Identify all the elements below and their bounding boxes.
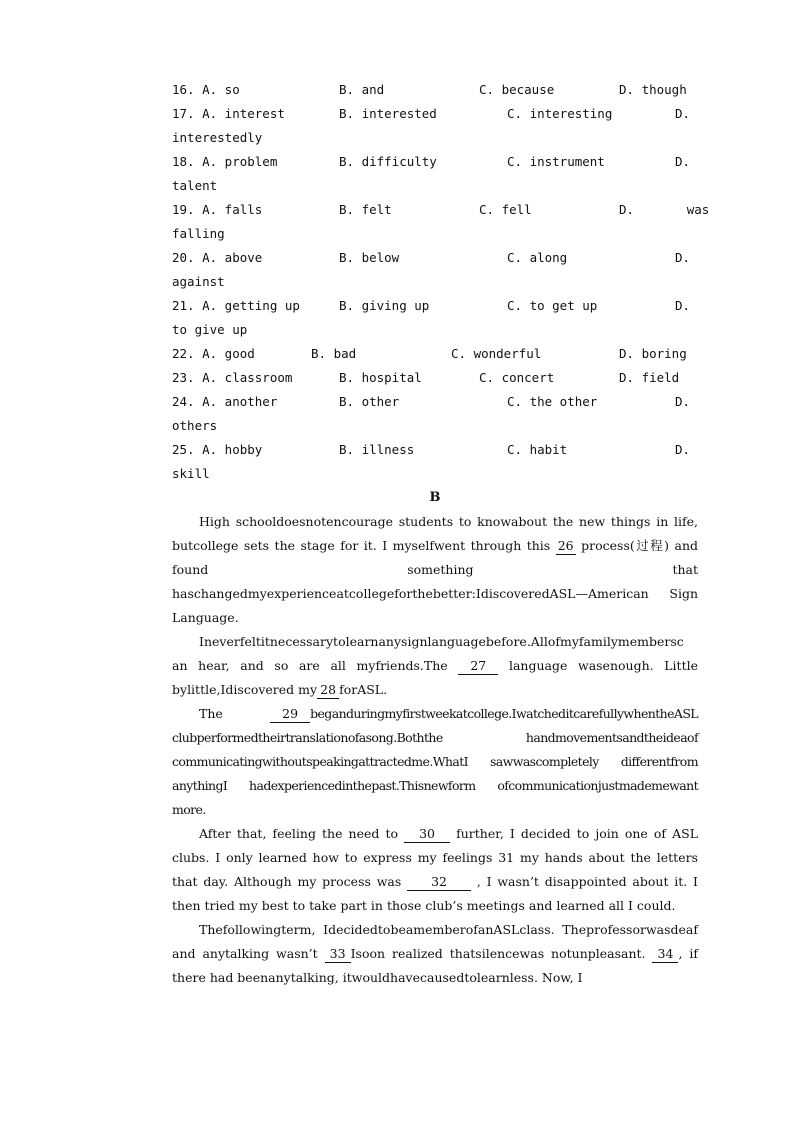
- question-row: [172, 78, 698, 102]
- option-a[interactable]: 25. A. hobby: [172, 442, 263, 457]
- option-c[interactable]: C. to get up: [507, 298, 598, 313]
- option-d-continued: others: [172, 418, 218, 433]
- option-a[interactable]: 21. A. getting up: [172, 298, 300, 313]
- option-d[interactable]: D.: [675, 250, 691, 265]
- option-a[interactable]: 19. A. falls: [172, 202, 263, 217]
- option-d-continued: skill: [172, 466, 210, 481]
- option-a[interactable]: 18. A. problem: [172, 154, 278, 169]
- question-row: [172, 294, 698, 318]
- question-row: [172, 246, 698, 270]
- blank-26[interactable]: 26: [556, 538, 576, 555]
- option-d-continued: talent: [172, 178, 218, 193]
- blank-30[interactable]: 30: [404, 826, 450, 843]
- option-c[interactable]: C. fell: [479, 202, 532, 217]
- option-a[interactable]: 17. A. interest: [172, 106, 285, 121]
- option-d-continued: to give up: [172, 322, 248, 337]
- question-row: [172, 198, 710, 222]
- option-c[interactable]: C. concert: [479, 370, 555, 385]
- option-a[interactable]: 24. A. another: [172, 394, 278, 409]
- blank-28[interactable]: 28: [317, 682, 339, 699]
- blank-27[interactable]: 27: [458, 658, 498, 675]
- option-d[interactable]: D.: [675, 442, 691, 457]
- option-b[interactable]: B. illness: [339, 442, 415, 457]
- blank-34[interactable]: 34: [652, 946, 678, 963]
- passage-paragraph-5: Thefollowingterm, IdecidedtobeamemberofanASLclass. Theprofessorwasdeaf and anytalking wasn’t 33 Isoon realized thatsilencewas notunpleasant. 34 , if there had beenanytalking, itwouldhavecausedtolearnless. Now, I: [172, 922, 699, 985]
- option-d[interactable]: D.: [675, 394, 691, 409]
- passage-paragraph-2: Ineverfeltitnecessarytolearnanysignlanguagebefore.Allofmyfamilymembersc an hear, and so are all myfriends.The 27 language wasenough. Little bylittle,Idiscovered my 28 forASL.: [172, 634, 698, 697]
- option-d-continued: falling: [172, 226, 225, 241]
- option-c[interactable]: C. instrument: [507, 154, 605, 169]
- blank-32[interactable]: 32: [407, 874, 471, 891]
- option-c[interactable]: C. interesting: [507, 106, 613, 121]
- option-d[interactable]: D. field: [619, 370, 680, 385]
- option-b[interactable]: B. felt: [339, 202, 392, 217]
- option-c[interactable]: C. the other: [507, 394, 598, 409]
- option-b[interactable]: B. other: [339, 394, 400, 409]
- option-d-continued: against: [172, 274, 225, 289]
- blank-33[interactable]: 33: [325, 946, 351, 963]
- question-row: [172, 390, 698, 414]
- option-d[interactable]: D. though: [619, 82, 687, 97]
- worksheet-page: [172, 78, 710, 990]
- question-row: [172, 150, 698, 174]
- passage-paragraph-4: After that, feeling the need to 30 further, I decided to join one of ASL clubs. I only learned how to express my feelings 31 my hands about the letters that day. Although my process was 32 , I wasn’t disappointed about it. I then tried my best to take part in those club’s meetings and learned all I could.: [172, 826, 698, 913]
- option-b[interactable]: B. below: [339, 250, 400, 265]
- option-d[interactable]: D.: [675, 106, 691, 121]
- option-d-continued: interestedly: [172, 130, 263, 145]
- option-d[interactable]: D.: [675, 298, 691, 313]
- question-row: [172, 342, 698, 366]
- option-a[interactable]: 22. A. good: [172, 346, 255, 361]
- option-c[interactable]: C. wonderful: [451, 346, 542, 361]
- option-c[interactable]: C. because: [479, 82, 555, 97]
- option-d[interactable]: D. was: [619, 202, 710, 217]
- option-b[interactable]: B. and: [339, 82, 385, 97]
- section-heading: B: [429, 490, 441, 505]
- question-row: [172, 366, 698, 390]
- blank-29[interactable]: 29: [270, 706, 310, 723]
- question-row: [172, 438, 698, 462]
- option-b[interactable]: B. difficulty: [339, 154, 437, 169]
- question-list: [172, 78, 710, 486]
- passage-paragraph-3: The 29 beganduringmyfirstweekatcollege.IwatcheditcarefullywhentheASL clubperformedtheirtranslationofasong.Boththe handmovementsandtheideaof communicatingwithoutspeakingattractedme.WhatI sawwascompletely differentfrom anythingI hadexperiencedinthepast.Thisnewform ofcommunicationjustmademewant more.: [172, 706, 698, 817]
- option-d[interactable]: D.: [675, 154, 691, 169]
- option-a[interactable]: 23. A. classroom: [172, 370, 293, 385]
- option-a[interactable]: 16. A. so: [172, 82, 240, 97]
- option-c[interactable]: C. habit: [507, 442, 568, 457]
- option-b[interactable]: B. bad: [311, 346, 357, 361]
- option-c[interactable]: C. along: [507, 250, 568, 265]
- option-d[interactable]: D. boring: [619, 346, 687, 361]
- option-b[interactable]: B. hospital: [339, 370, 422, 385]
- question-row: [172, 102, 698, 126]
- option-b[interactable]: B. giving up: [339, 298, 430, 313]
- passage-paragraph-1: High schooldoesnotencourage students to knowabout the new things in life, butcollege sets the stage for it. I myselfwent through this 26 process(过程) and found something that haschangedmyexperienceatcollegeforthebetter:IdiscoveredASL—American Sign Language.: [172, 514, 698, 625]
- option-b[interactable]: B. interested: [339, 106, 437, 121]
- option-a[interactable]: 20. A. above: [172, 250, 263, 265]
